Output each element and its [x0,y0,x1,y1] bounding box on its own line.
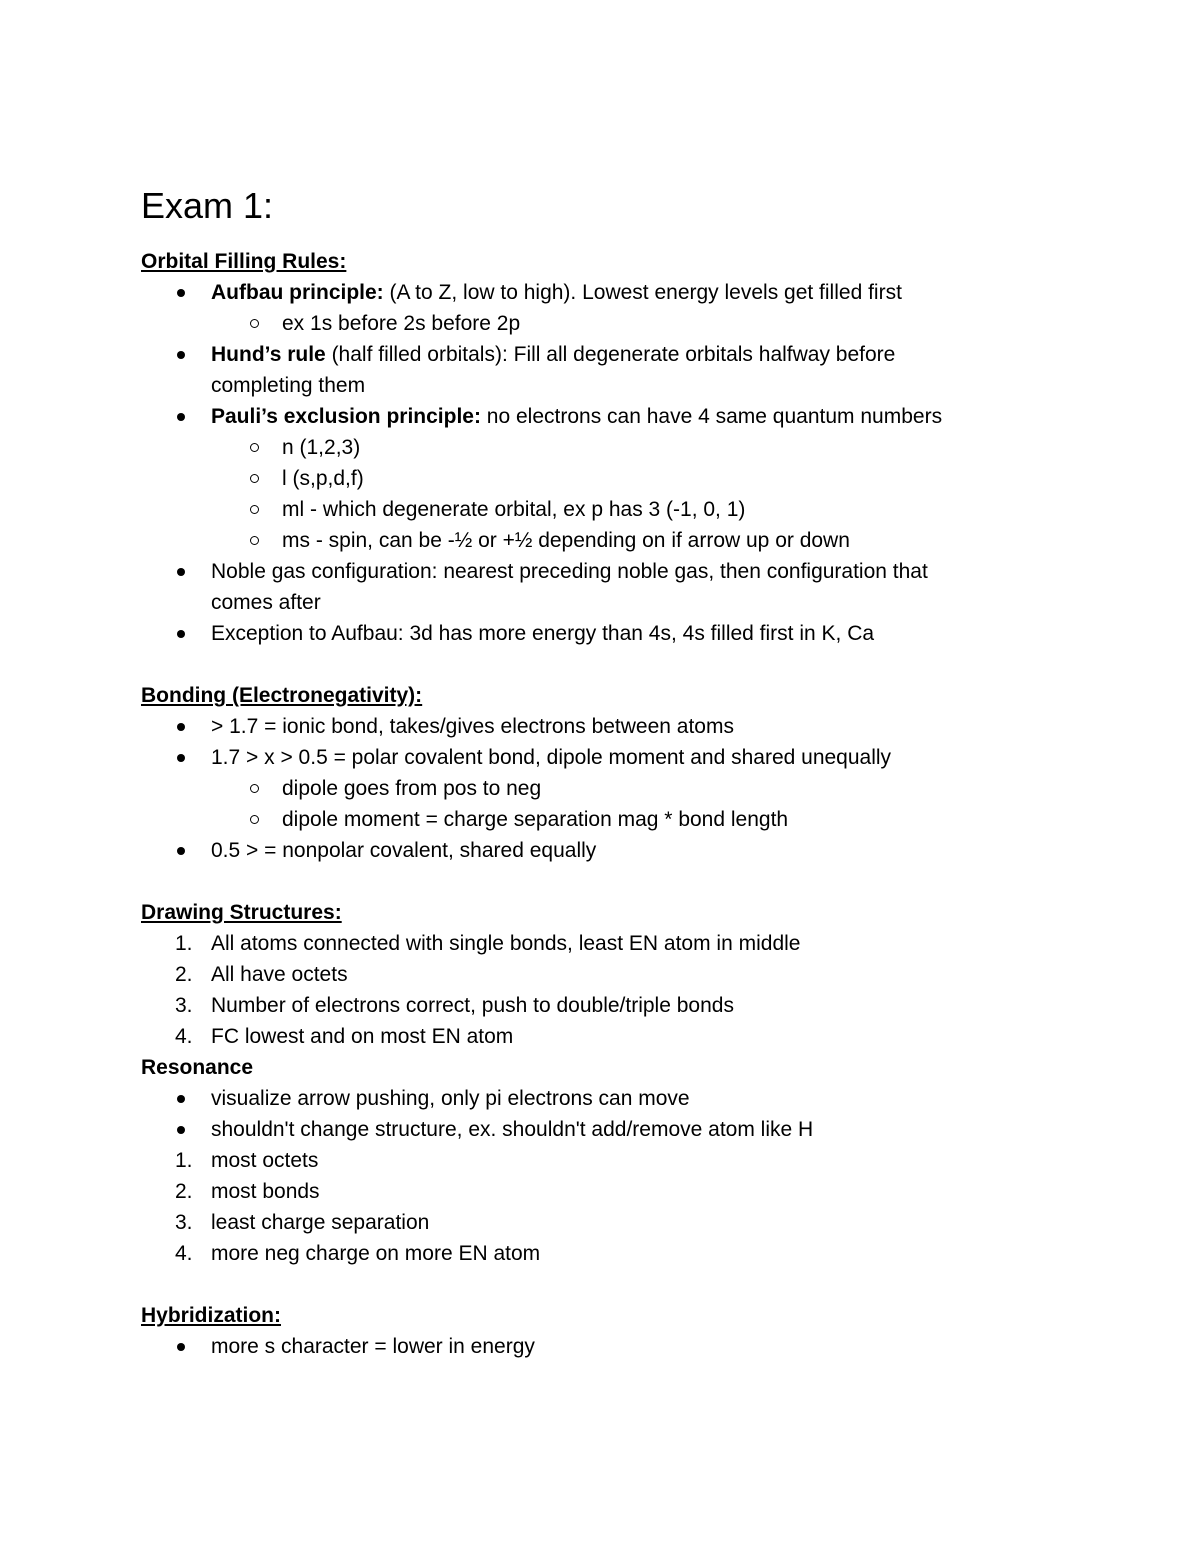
hollow-bullet-icon [250,536,259,545]
bullet-icon [177,413,185,421]
list-item: > 1.7 = ionic bond, takes/gives electrons between atoms [141,711,1061,742]
section-heading-bonding: Bonding (Electronegativity): [141,684,423,707]
numbered-item: 3. Number of electrons correct, push to double/triple bonds [141,990,1061,1021]
numbered-item: 1. most octets [141,1145,1061,1176]
hollow-bullet-icon [250,505,259,514]
page-title: Exam 1: [141,185,274,226]
spacer [141,649,1061,680]
bullet-icon [177,1126,185,1134]
hollow-bullet-icon [250,784,259,793]
numbered-item: 3. least charge separation [141,1207,1061,1238]
list-item-continuation: comes after [211,591,321,614]
item-number: 1. [175,1149,193,1172]
hollow-bullet-icon [250,319,259,328]
spacer [141,1269,1061,1300]
item-number: 2. [175,1180,193,1203]
list-item: more s character = lower in energy [141,1331,1061,1362]
sub-list-item: n (1,2,3) [141,432,1061,463]
sub-list-item: ex 1s before 2s before 2p [141,308,1061,339]
item-number: 2. [175,963,193,986]
bullet-icon [177,723,185,731]
section-heading-orbital: Orbital Filling Rules: [141,250,347,273]
list-item: shouldn't change structure, ex. shouldn't add/remove atom like H [141,1114,1061,1145]
sub-list-item: l (s,p,d,f) [141,463,1061,494]
numbered-item: 2. All have octets [141,959,1061,990]
sub-list-item: ml - which degenerate orbital, ex p has 3 (-1, 0, 1) [141,494,1061,525]
bullet-icon [177,351,185,359]
document-page [141,182,1061,1362]
hollow-bullet-icon [250,443,259,452]
section-heading-hybridization: Hybridization: [141,1304,281,1327]
list-item: Exception to Aufbau: 3d has more energy than 4s, 4s filled first in K, Ca [141,618,1061,649]
item-number: 3. [175,994,193,1017]
list-item-continuation: completing them [211,374,366,397]
subsection-heading-resonance: Resonance [141,1056,254,1079]
term-hund: Hund’s rule [211,343,326,366]
term-pauli: Pauli’s exclusion principle: [211,405,481,428]
bullet-icon [177,847,185,855]
text-aufbau: (A to Z, low to high). Lowest energy levels get filled first [383,281,902,304]
list-item: 0.5 > = nonpolar covalent, shared equally [141,835,1061,866]
bullet-icon [177,568,185,576]
bullet-icon [177,754,185,762]
item-number: 4. [175,1242,193,1265]
item-number: 3. [175,1211,193,1234]
list-item [141,277,1061,308]
spacer [141,866,1061,897]
numbered-item: 1. All atoms connected with single bonds, least EN atom in middle [141,928,1061,959]
bullet-icon [177,289,185,297]
bullet-icon [177,1343,185,1351]
term-aufbau: Aufbau principle: [211,281,384,304]
bullet-icon [177,630,185,638]
numbered-item: 2. most bonds [141,1176,1061,1207]
text-pauli: no electrons can have 4 same quantum numbers [480,405,943,428]
text-hund: (half filled orbitals): Fill all degenerate orbitals halfway before [325,343,896,366]
sub-list-item: ms - spin, can be -½ or +½ depending on if arrow up or down [141,525,1061,556]
list-item [141,339,1061,370]
list-item: 1.7 > x > 0.5 = polar covalent bond, dipole moment and shared unequally [141,742,1061,773]
numbered-item: 4. more neg charge on more EN atom [141,1238,1061,1269]
list-item: Noble gas configuration: nearest preceding noble gas, then configuration that [141,556,1061,587]
bullet-icon [177,1095,185,1103]
item-number: 4. [175,1025,193,1048]
sub-list-item: dipole goes from pos to neg [141,773,1061,804]
section-heading-drawing: Drawing Structures: [141,901,342,924]
numbered-item: 4. FC lowest and on most EN atom [141,1021,1061,1052]
list-item: visualize arrow pushing, only pi electrons can move [141,1083,1061,1114]
sub-list-item: dipole moment = charge separation mag * bond length [141,804,1061,835]
hollow-bullet-icon [250,815,259,824]
hollow-bullet-icon [250,474,259,483]
item-number: 1. [175,932,193,955]
list-item [141,401,1061,432]
